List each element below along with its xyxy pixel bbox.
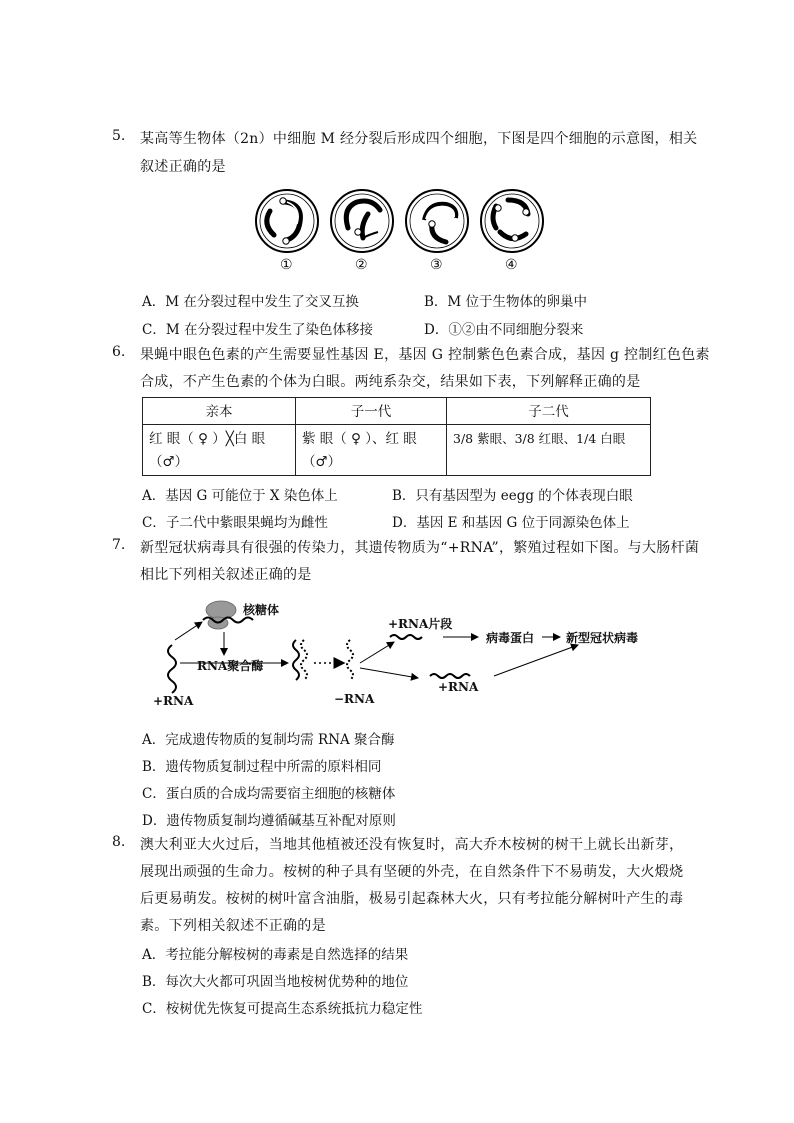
q8-number: 8. [112, 834, 126, 850]
q6-option-d: D．基因 E 和基因 G 位于同源染色体上 [392, 515, 630, 531]
q7-option-c: C．蛋白质的合成均需要宿主细胞的核糖体 [142, 786, 396, 802]
minus-rna-icon [347, 640, 353, 680]
table-cell-f2 [447, 425, 651, 476]
cell-2-label: ② [355, 257, 368, 273]
q7-option-a: A．完成遗传物质的复制均需 RNA 聚合酶 [142, 732, 395, 748]
minus-rna-label: −RNA [334, 692, 375, 706]
table-cell-f1 [296, 425, 447, 476]
q5-stem-line2: 叙述正确的是 [140, 159, 226, 175]
new-coronavirus-label: 新型冠状病毒 [566, 631, 639, 645]
q5-option-d: D．①②由不同细胞分裂来 [424, 322, 584, 338]
q6-stem-line2: 合成，不产生色素的个体为白眼。两纯系杂交，结果如下表，下列解释正确的是 [140, 374, 641, 390]
q8-stem-line3: 后更易萌发。桉树的树叶富含油脂，极易引起森林大火，只有考拉能分解树叶产生的毒 [140, 891, 684, 907]
q8-stem-line4: 素。下列相关叙述不正确的是 [140, 918, 326, 934]
q8-stem-line1: 澳大利亚大火过后，当地其他植被还没有恢复时，高大乔木桉树的树干上就长出新芽， [140, 837, 684, 853]
plus-rna-left-label: +RNA [153, 694, 194, 708]
q6-stem-line1: 果蝇中眼色色素的产生需要显性基因 E，基因 G 控制紫色色素合成，基因 g 控制红色色素 [140, 347, 710, 363]
q7-stem-line2: 相比下列相关叙述正确的是 [140, 567, 312, 583]
parent-line2: （♂） [149, 454, 189, 470]
q6-number: 6. [112, 344, 126, 360]
q8-stem-line2: 展现出顽强的生命力。桉树的种子具有坚硬的外壳，在自然条件下不易萌发，大火煅烧 [140, 864, 684, 880]
q7-number: 7. [112, 537, 126, 553]
cell-1-label: ① [280, 257, 293, 273]
q5-stem-line1: 某高等生物体（2n）中细胞 M 经分裂后形成四个细胞，下图是四个细胞的示意图，相关 [140, 131, 698, 147]
cell-3-figure [406, 190, 468, 252]
f2-line1: 3/8 紫眼、3/8 红眼、1/4 白眼 [453, 431, 626, 446]
q7-option-b: B．遗传物质复制过程中所需的原料相同 [142, 759, 382, 775]
cell-4-figure [481, 190, 543, 252]
rna-fragment-label: +RNA片段 [388, 617, 453, 631]
table-cell-parent [143, 425, 296, 476]
ribosome-label: 核糖体 [243, 603, 280, 617]
double-strand-rna-icon [293, 640, 307, 680]
plus-rna-right-label: +RNA [438, 680, 479, 694]
q6-option-c: C．子二代中紫眼果蝇均为雌性 [142, 515, 328, 531]
q5-option-c: C．M 在分裂过程中发生了染色体移接 [142, 322, 373, 338]
virus-protein-label: 病毒蛋白 [486, 631, 535, 645]
q5-number: 5. [112, 128, 126, 144]
table-header-f2: 子二代 [447, 398, 651, 425]
q8-option-b: B．每次大火都可巩固当地桉树优势种的地位 [142, 974, 409, 990]
q5-option-b: B．M 位于生物体的卵巢中 [424, 294, 588, 310]
q8-option-c: C．桉树优先恢复可提高生态系统抵抗力稳定性 [142, 1001, 423, 1017]
q7-stem-line1: 新型冠状病毒具有很强的传染力，其遗传物质为“+RNA”，繁殖过程如下图。与大肠杆菌 [140, 540, 700, 556]
cell-2-figure [331, 190, 393, 252]
table-row [143, 425, 651, 476]
table-header-f1: 子一代 [296, 398, 447, 425]
table-header-parent: 亲本 [143, 398, 296, 425]
q8-option-a: A．考拉能分解桉树的毒素是自然选择的结果 [142, 947, 409, 963]
q6-cross-table [142, 397, 651, 476]
q5-option-a: A．M 在分裂过程中发生了交叉互换 [142, 294, 359, 310]
cell-3-label: ③ [430, 257, 443, 273]
cell-1-figure [256, 190, 318, 252]
q6-option-a: A．基因 G 可能位于 X 染色体上 [142, 488, 338, 504]
q6-option-b: B．只有基因型为 eegg 的个体表现白眼 [392, 488, 633, 504]
rna-polymerase-label: RNA聚合酶 [197, 659, 264, 673]
cell-4-label: ④ [505, 257, 518, 273]
f1-line1: 紫 眼（ ♀ ）、红 眼 [302, 431, 417, 447]
parent-line1: 红 眼（ ♀ ）╳白 眼 [149, 431, 266, 447]
ribosome-icon [206, 601, 236, 629]
q7-option-d: D．遗传物质复制均遵循碱基互补配对原则 [142, 813, 396, 829]
f1-line2: （♂） [302, 454, 342, 470]
